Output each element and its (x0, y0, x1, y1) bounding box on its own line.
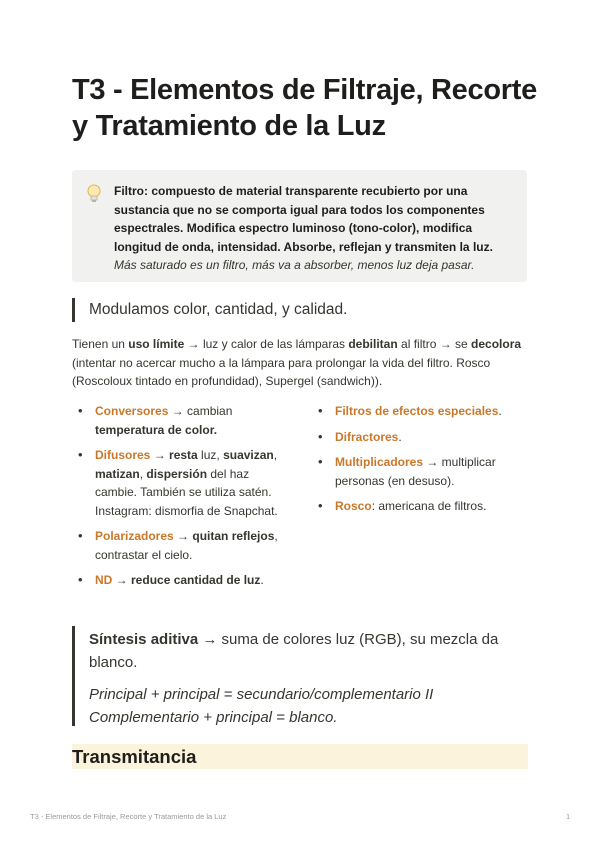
callout-box (72, 170, 527, 282)
list-item-difractores: • Difractores. (313, 428, 528, 447)
filter-list-right (313, 402, 528, 523)
page-footer: T3 - Elementos de Filtraje, Recorte y Tratamiento de la Luz (30, 812, 227, 821)
list-item-efectos-especiales: • Filtros de efectos especiales. (313, 402, 528, 421)
list-item-nd: • ND → reduce cantidad de luz. (73, 571, 293, 590)
equation-2: Complementario + principal = blanco. (89, 709, 338, 726)
intro-paragraph: Tienen un uso límite → luz y calor de las lámparas debilitan al filtro → se decolora (intentar no acercar mucho a la lámpara para prolongar la vida del filtro. Rosco (Roscoloux tintado en profundidad), Supergel (sandwich)). (72, 337, 522, 388)
equation-1: Principal + principal = secundario/complementario II (89, 686, 434, 703)
callout-note: Más saturado es un filtro, más va a absorber, menos luz deja pasar. (114, 258, 475, 272)
list-item-polarizadores: • Polarizadores → quitan reflejos, contrastar el cielo. (73, 527, 293, 564)
filter-list-left (73, 402, 293, 597)
page-title: T3 - Elementos de Filtraje, Recorte y Tratamiento de la Luz (72, 74, 537, 142)
list-item-rosco: • Rosco: americana de filtros. (313, 497, 528, 516)
additive-definition: Síntesis aditiva → suma de colores luz (RGB), su mezcla da blanco. (89, 631, 499, 671)
lightbulb-icon (86, 184, 102, 204)
callout-definition: Filtro: compuesto de material transparente recubierto por una sustancia que no se comporta igual para todos los componentes espectrales. Modifica espectro luminoso (tono-color), modifica longitud de onda, intensidad. Absorbe, reflejan y transmiten la luz. (114, 184, 493, 254)
list-item-conversores: • Conversores → cambian temperatura de color. (73, 402, 293, 439)
quote-additive-synthesis (72, 626, 532, 726)
page-number: 1 (566, 812, 571, 821)
quote-modulation: Modulamos color, cantidad, y calidad. (72, 298, 347, 322)
section-heading-transmitancia: Transmitancia (72, 744, 528, 769)
list-item-difusores: • Difusores → resta luz, suavizan, matizan, dispersión del haz cambie. También se utiliza satén. Instagram: dismorfia de Snapchat. (73, 446, 293, 520)
list-item-multiplicadores: • Multiplicadores → multiplicar personas (en desuso). (313, 453, 528, 490)
